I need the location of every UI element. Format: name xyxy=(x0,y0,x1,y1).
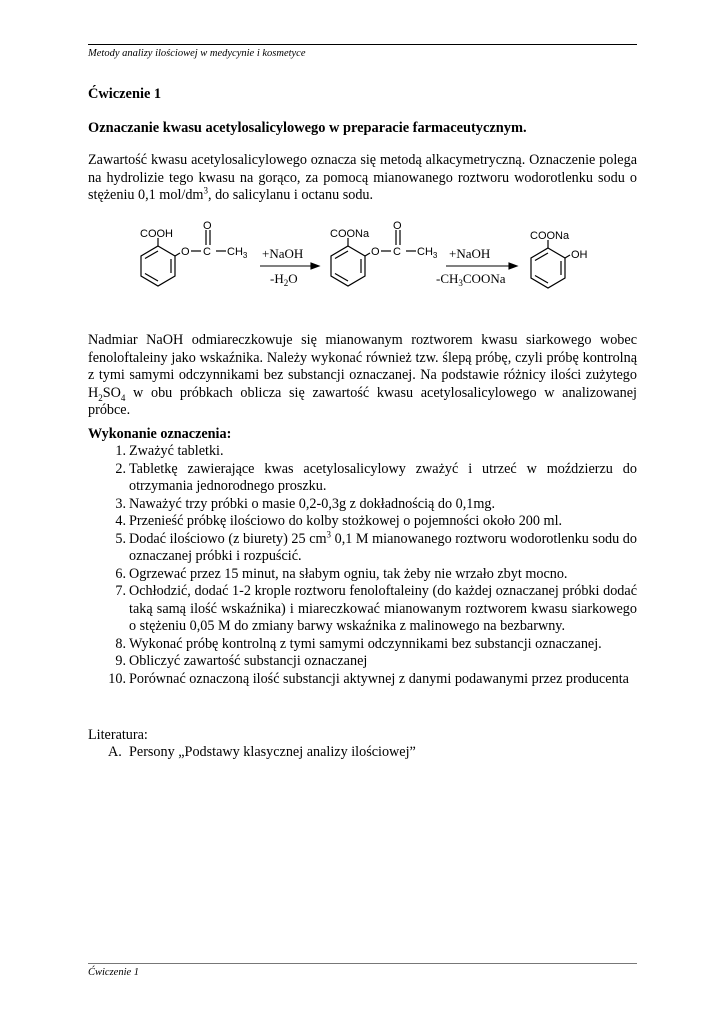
m1-methyl: $CH_3$ xyxy=(227,246,248,260)
h2so4-sub-2: 2 xyxy=(98,392,103,403)
titration-paragraph xyxy=(88,332,637,420)
intro-text-end: , do salicylanu i octanu sodu. xyxy=(207,187,374,203)
list-item: 10. Porównać oznaczoną ilość substancji aktywnej z danymi podawanymi przez producenta xyxy=(108,670,629,687)
intro-sup: 3 xyxy=(203,185,208,196)
list-item: 5. Dodać ilościowo (z biurety) 25 $cm^3$ 0,1 M mianowanego roztworu wodorotlenku sodu do oznaczanej próbki i rozpuścić. xyxy=(115,528,637,564)
m1-carbonyl-o: O xyxy=(203,220,212,232)
running-header: Metody analizy ilościowej w medycynie i kosmetyce xyxy=(88,44,637,59)
list-item: 8. Wykonać próbę kontrolną z tymi samymi odczynnikami bez substancji oznaczanej. xyxy=(115,635,602,652)
m1-ester-o: O xyxy=(181,246,190,258)
procedure-steps xyxy=(88,443,637,688)
arrow2-reagent: +NaOH xyxy=(449,246,491,261)
list-item: 4. Przenieść próbkę ilościowo do kolby stożkowej o pojemności około 200 ml. xyxy=(115,513,563,529)
m2-carbonyl-o: O xyxy=(393,220,402,232)
m1-carbon: C xyxy=(203,246,211,258)
arrow1-reagent: +NaOH xyxy=(262,246,304,261)
arrow2-byproduct: $-CH_3COONa$ xyxy=(436,271,506,288)
procedure-heading: Wykonanie oznaczenia: xyxy=(88,426,232,442)
titration-text: Nadmiar NaOH odmiareczkowuje się mianowanym roztworem kwasu siarkowego wobec fenoloftaleiny jako wskaźnika. Należy wykonać również tzw. ślepą próbę, czyli próbę kontrolną z tymi samymi odczynnikami bez substancji oznaczanej. Na podstawie różnicy ilości zużytego H xyxy=(88,332,637,401)
titration-text-end: w obu próbkach oblicza się zawartość kwasu acetylosalicylowego w analizowanej próbce. xyxy=(88,384,637,418)
h2so4-so: SO xyxy=(102,384,121,401)
list-item: 9. Obliczyć zawartość substancji oznaczanej xyxy=(115,653,368,669)
reaction-scheme xyxy=(128,218,618,308)
salicylate-molecule xyxy=(531,240,570,288)
literature-heading: Literatura: xyxy=(88,727,148,743)
m2-coona: COONa xyxy=(330,228,370,240)
m2-ester-o: O xyxy=(371,246,380,258)
m1-cooh: COOH xyxy=(140,228,173,240)
h2so4-sub-4: 4 xyxy=(120,392,126,403)
m2-carbon: C xyxy=(393,246,401,258)
list-item: 2. Tabletkę zawierające kwas acetylosalicylowy zważyć i utrzeć w moździerzu do otrzymania jednorodnego proszku. xyxy=(115,460,637,494)
arrow-1 xyxy=(260,263,319,269)
arrow1-byproduct: $-H_2O$ xyxy=(270,271,298,288)
exercise-title: Ćwiczenie 1 xyxy=(88,86,162,102)
list-item: 1. Zważyć tabletki. xyxy=(115,443,224,459)
list-item: 6. Ogrzewać przez 15 minut, na słabym ogniu, tak żeby nie wrzało zbyt mocno. xyxy=(115,565,568,582)
intro-text: Zawartość kwasu acetylosalicylowego oznacza się metodą alkacymetryczną. Oznaczenie polega na hydrolizie tego kwasu na gorąco, za pomocą mianowanego roztworu wodorotlenku sodu o stężeniu 0,1 mol/dm xyxy=(88,152,637,203)
list-item: 7. Ochłodzić, dodać 1-2 krople roztworu fenoloftaleiny (do każdej oznaczanej próbki dodać taką samą ilość wskaźnika) i miareczkować mianowanym roztworem kwasu siarkowego o stężeniu 0,05 M do zmiany barwy wskaźnika z malinowego na bezbarwny. xyxy=(115,583,637,634)
arrow-2 xyxy=(446,263,517,269)
intro-paragraph xyxy=(88,152,637,205)
m3-oh: OH xyxy=(571,249,588,261)
running-footer: Ćwiczenie 1 xyxy=(88,963,637,978)
list-item: 3. Naważyć trzy próbki o masie 0,2-0,3g z dokładnością do 0,1mg. xyxy=(115,495,496,512)
exercise-subtitle: Oznaczanie kwasu acetylosalicylowego w preparacie farmaceutycznym. xyxy=(88,120,527,136)
m2-methyl: $CH_3$ xyxy=(417,246,438,260)
m3-coona: COONa xyxy=(530,230,570,242)
